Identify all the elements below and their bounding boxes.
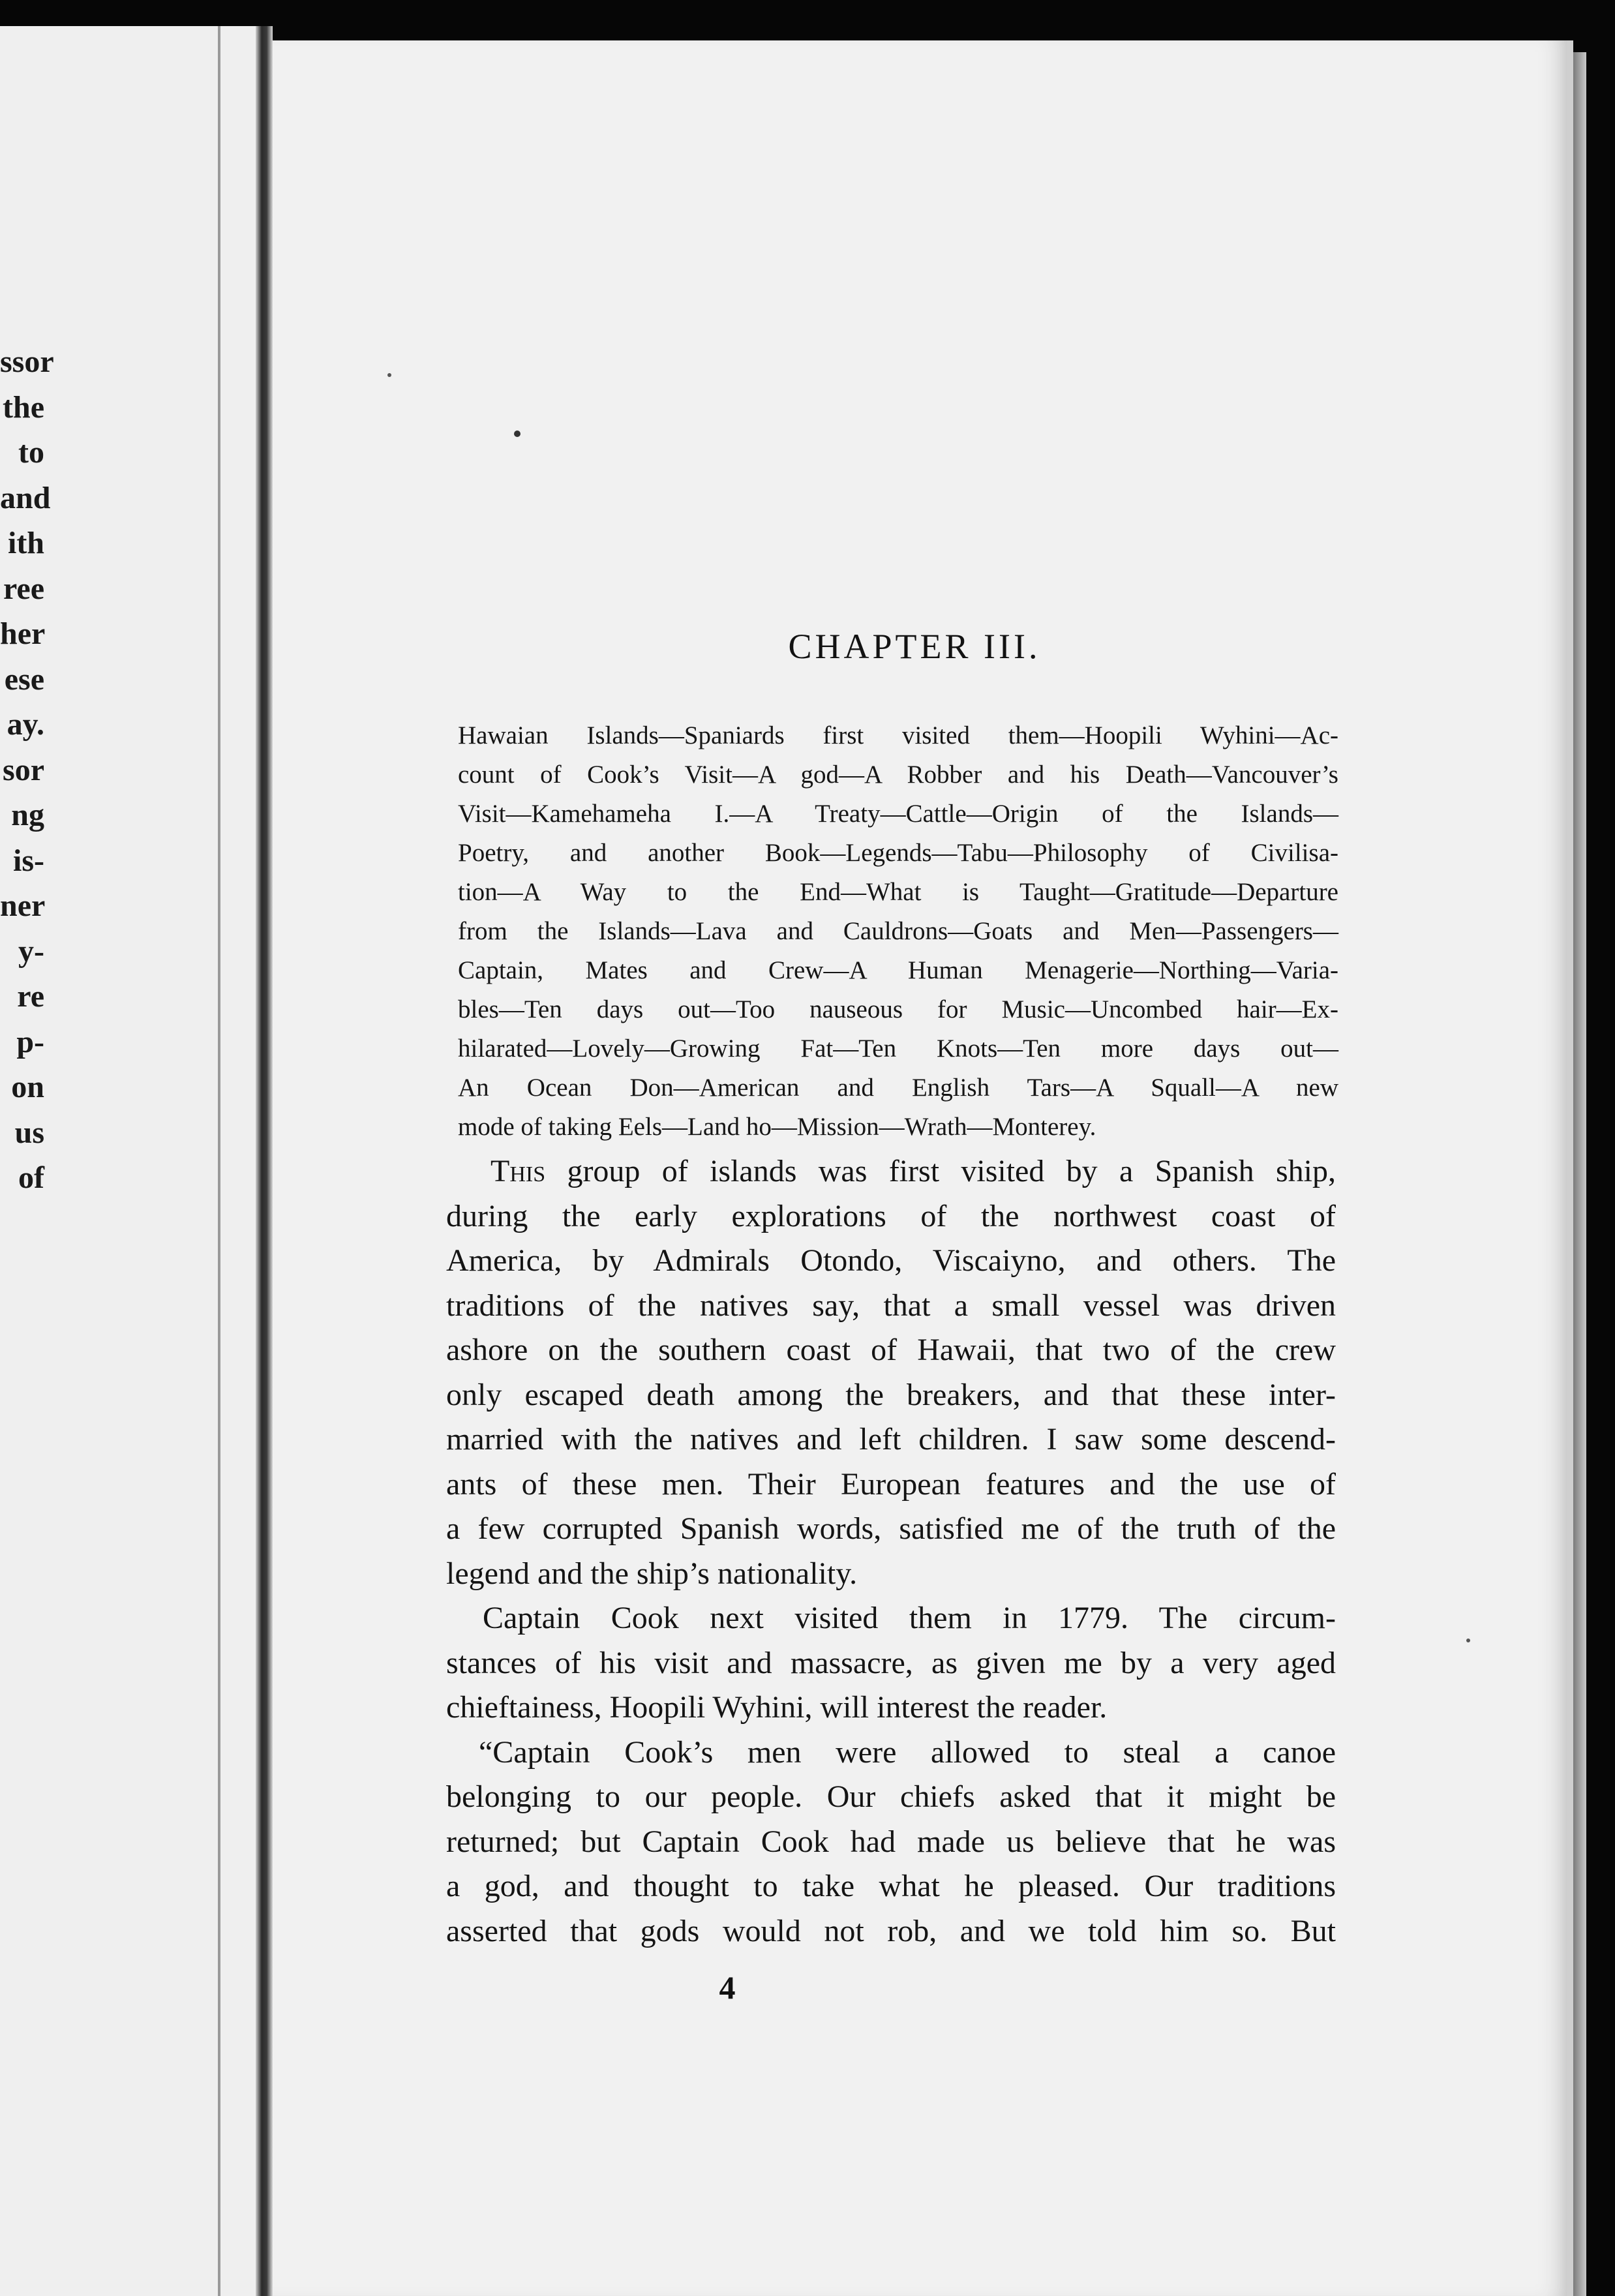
body-line: Captain Cook next visited them in 1779. The circum- <box>483 1601 1336 1635</box>
body-line: ashore on the southern coast of Hawaii, that two of the crew <box>446 1333 1336 1367</box>
left-fragment: re <box>17 979 44 1014</box>
summary-line: bles—Ten days out—Too nauseous for Music—Uncombed hair—Ex- <box>458 995 1338 1023</box>
summary-line: tion—A Way to the End—What is Taught—Gratitude—Departure <box>458 878 1338 906</box>
left-fragment: is- <box>13 843 44 878</box>
body-line: chieftainess, Hoopili Wyhini, will interest the reader. <box>446 1690 1108 1725</box>
ink-speck <box>514 430 521 437</box>
page-number: 4 <box>719 1969 736 2006</box>
body-text <box>446 1149 1336 1954</box>
left-fragment: of <box>18 1160 44 1195</box>
body-line <box>446 1149 1336 1194</box>
left-fragment: ay. <box>7 707 44 742</box>
body-line: America, by Admirals Otondo, Viscaiyno, and others. The <box>446 1243 1336 1278</box>
body-line: belonging to our people. Our chiefs asked that it might be <box>446 1779 1336 1814</box>
body-line: traditions of the natives say, that a small vessel was driven <box>446 1288 1336 1323</box>
left-fragment: sor <box>3 752 44 787</box>
summary-line: mode of taking Eels—Land ho—Mission—Wrath—Monterey. <box>458 1113 1096 1141</box>
left-fragment: ith <box>7 526 44 560</box>
page-edge-shadow <box>1573 52 1586 2296</box>
left-page-text-fragments <box>0 339 54 1201</box>
left-fragment: on <box>11 1070 44 1104</box>
left-fragment: ng <box>11 798 44 832</box>
body-line: only escaped death among the breakers, and that these inter- <box>446 1377 1336 1412</box>
left-fragment: to <box>18 435 44 470</box>
ink-speck <box>1466 1639 1470 1642</box>
body-line: legend and the ship’s nationality. <box>446 1556 858 1591</box>
summary-line: An Ocean Don—American and English Tars—A Squall—A new <box>458 1074 1338 1102</box>
summary-line: Visit—Kamehameha I.—A Treaty—Cattle—Origin of the Islands— <box>458 800 1338 828</box>
body-line: stances of his visit and massacre, as given me by a very aged <box>446 1645 1336 1680</box>
chapter-summary <box>458 716 1338 1147</box>
left-fragment: the <box>3 389 44 425</box>
chapter-title: CHAPTER III. <box>788 627 1041 666</box>
body-line: asserted that gods would not rob, and we told him so. But <box>446 1913 1336 1948</box>
summary-line: Captain, Mates and Crew—A Human Menagerie—Northing—Varia- <box>458 956 1338 984</box>
left-fragment: her <box>0 616 46 651</box>
paragraph <box>446 1149 1336 1596</box>
summary-line: from the Islands—Lava and Cauldrons—Goats and Men—Passengers— <box>458 917 1338 945</box>
summary-line: hilarated—Lovely—Growing Fat—Ten Knots—Ten more days out— <box>458 1035 1338 1063</box>
book-gutter <box>256 26 273 2296</box>
body-line: a few corrupted Spanish words, satisfied me of the truth of the <box>446 1511 1336 1546</box>
left-fragment: ree <box>3 571 44 606</box>
left-fragment: p- <box>16 1024 44 1059</box>
summary-line: Hawaian Islands—Spaniards first visited them—Hoopili Wyhini—Ac- <box>458 721 1338 749</box>
ink-speck <box>387 373 391 377</box>
left-fragment: and <box>0 480 51 515</box>
body-line-text: group of islands was first visited by a Spanish ship, <box>545 1154 1336 1188</box>
left-fragment: ese <box>4 661 44 697</box>
body-line: returned; but Captain Cook had made us believe that he was <box>446 1824 1336 1859</box>
body-line: a god, and thought to take what he pleased. Our traditions <box>446 1869 1336 1903</box>
body-line: married with the natives and left children. I saw some descend- <box>446 1422 1336 1457</box>
body-line: during the early explorations of the northwest coast of <box>446 1198 1336 1233</box>
paragraph <box>446 1730 1336 1954</box>
left-page-fold-line <box>218 26 220 2296</box>
left-fragment: y- <box>18 933 44 969</box>
body-line: ants of these men. Their European features and the use of <box>446 1466 1336 1502</box>
summary-line: count of Cook’s Visit—A god—A Robber and his Death—Vancouver’s <box>458 761 1338 789</box>
left-fragment: ssor <box>0 344 54 379</box>
left-fragment: ner <box>0 888 46 923</box>
body-line: “Captain Cook’s men were allowed to steal a canoe <box>479 1734 1336 1770</box>
summary-line: Poetry, and another Book—Legends—Tabu—Philosophy of Civilisa- <box>458 839 1338 867</box>
lead-word: This <box>491 1154 546 1188</box>
paragraph <box>446 1596 1336 1730</box>
left-fragment: us <box>14 1115 44 1150</box>
